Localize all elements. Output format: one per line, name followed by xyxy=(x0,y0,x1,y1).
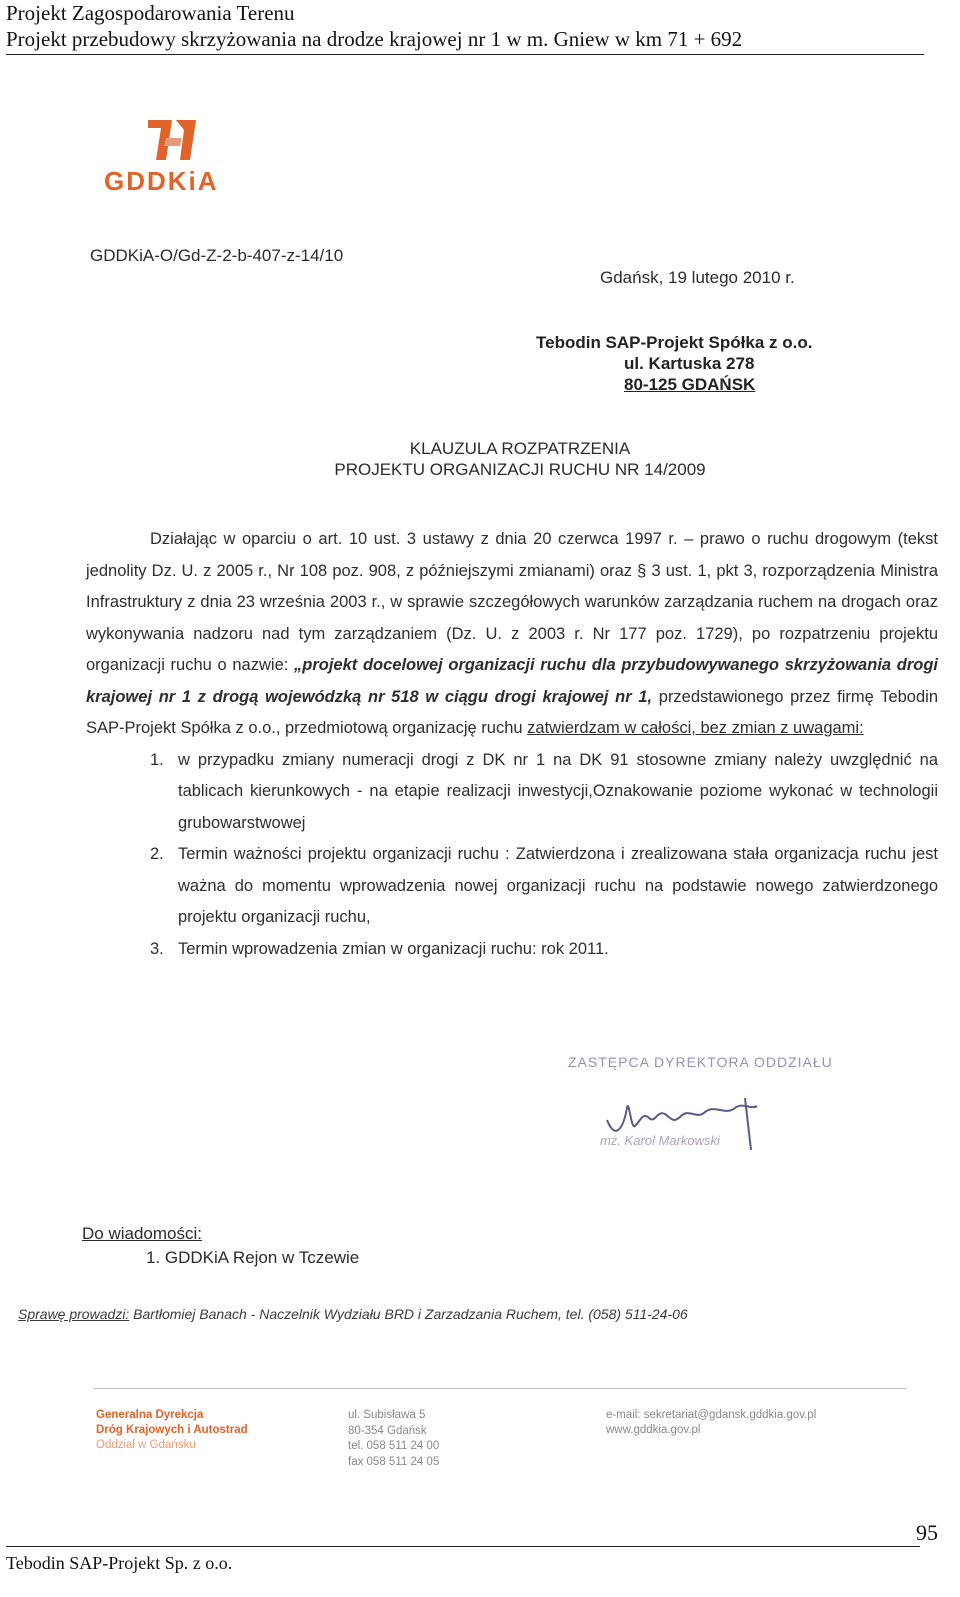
list-item xyxy=(150,745,938,840)
list-item-text: w przypadku zmiany numeracji drogi z DK nr 1 na DK 91 stosowne zmiany należy uwzględnić na tablicach kierunkowych - na etapie realizacji inwestycji,Oznakowanie poziome wykonać w technologii grubowarstwowej xyxy=(178,750,938,832)
address-line-4: fax 058 511 24 05 xyxy=(348,1455,440,1468)
approval-statement: zatwierdzam w całości, bez zmian z uwagami: xyxy=(527,719,864,737)
list-item-text: Termin wprowadzenia zmian w organizacji ruchu: rok 2011. xyxy=(178,939,609,958)
letter-footer-contact xyxy=(606,1408,816,1438)
recipient-city: 80-125 GDAŃSK xyxy=(624,375,756,394)
recipient-name: Tebodin SAP-Projekt Spółka z o.o. xyxy=(536,333,813,352)
list-item xyxy=(150,839,938,934)
gddkia-logo xyxy=(104,116,234,196)
list-item-number: 2. xyxy=(150,845,164,863)
project-name: „projekt docelowej organizacji ruchu dla przybudowywanego skrzyżowania drogi krajowej nr 1 z drogą wojewódzką nr 518 w ciągu drogi krajowej nr 1, xyxy=(86,656,939,706)
letter-footer-divider xyxy=(94,1388,906,1389)
address-line-3: tel. 058 511 24 00 xyxy=(348,1440,440,1452)
notice-item: 1. GDDKiA Rejon w Tczewie xyxy=(146,1248,360,1267)
page-header xyxy=(6,0,924,55)
header-line-1: Projekt Zagospodarowania Terenu xyxy=(6,1,295,25)
address-line-2: 80-354 Gdańsk xyxy=(348,1424,427,1437)
body-paragraph xyxy=(86,524,938,745)
contact-email: e-mail: sekretariat@gdansk.gddkia.gov.pl xyxy=(606,1409,817,1421)
handled-by xyxy=(18,1306,688,1322)
official-stamp: ZASTĘPCA DYREKTORA ODDZIAŁU xyxy=(568,1054,833,1070)
body-intro: Działając w oparciu o art. 10 ust. 3 ustawy z dnia 20 czerwca 1997 r. – prawo o ruchu drogowym (tekst jednolity Dz. U. z 2005 r., Nr 108 poz. 908, z późniejszymi zmianami) oraz § 3 ust. 1, pkt 3, rozporządzenia Ministra Infrastruktury z dnia 23 września 2003 r., w sprawie szczegółowych warunków zarządzania ruchem na drogach oraz wykonywania nadzoru nad tym zarządzaniem (Dz. U. z 2003 r. Nr 177 poz. 1729), po rozpatrzeniu projektu organizacji ruchu o nazwie: xyxy=(86,530,938,674)
org-line-1: Generalna Dyrekcja xyxy=(96,1409,204,1421)
org-line-3: Oddział w Gdańsku xyxy=(96,1439,196,1451)
page-number: 95 xyxy=(916,1520,938,1545)
remarks-list xyxy=(86,745,938,966)
letter-title xyxy=(310,438,730,480)
notice-title: Do wiadomości: xyxy=(82,1224,202,1243)
header-line-2: Projekt przebudowy skrzyżowania na drodze krajowej nr 1 w m. Gniew w km 71 + 692 xyxy=(6,27,743,51)
list-item-number: 1. xyxy=(150,750,164,769)
body-mid: przedstawionego przez firmę Tebodin SAP-Projekt Spółka z o.o., przedmiotową organizację ruchu xyxy=(86,687,938,737)
handwritten-signature xyxy=(605,1090,785,1160)
signatory-name: mż. Karol Markowski xyxy=(600,1133,720,1148)
reference-number: GDDKiA-O/Gd-Z-2-b-407-z-14/10 xyxy=(90,246,344,265)
recipient-street: ul. Kartuska 278 xyxy=(624,354,755,373)
title-line-1: KLAUZULA ROZPATRZENIA xyxy=(409,439,631,458)
letter-body xyxy=(86,524,938,965)
handled-by-text: Bartłomiej Banach - Naczelnik Wydziału BRD i Zarzadzania Ruchem, tel. (058) 511-24-06 xyxy=(129,1306,688,1322)
footer-company: Tebodin SAP-Projekt Sp. z o.o. xyxy=(6,1553,233,1573)
handled-by-label: Sprawę prowadzi: xyxy=(18,1306,130,1322)
list-item-number: 3. xyxy=(150,939,164,958)
list-item-text: Termin ważności projektu organizacji ruchu : Zatwierdzona i zrealizowana stała organizacja ruchu jest ważna do momentu wprowadzenia nowej organizacji ruchu na podstawie nowego zatwierdzonego projektu organizacji ruchu, xyxy=(178,845,938,926)
address-line-1: ul. Subisława 5 xyxy=(348,1409,426,1421)
letter-footer-address xyxy=(348,1408,439,1470)
letter-footer-org xyxy=(96,1408,248,1453)
title-line-2: PROJEKTU ORGANIZACJI RUCHU NR 14/2009 xyxy=(334,460,706,479)
contact-website: www.gddkia.gov.pl xyxy=(606,1424,701,1436)
letter-date: Gdańsk, 19 lutego 2010 r. xyxy=(600,268,795,287)
org-line-2: Dróg Krajowych i Autostrad xyxy=(96,1424,248,1436)
logo-text: GDDKiA xyxy=(104,166,219,196)
page-footer xyxy=(6,1546,920,1573)
recipient-address xyxy=(536,332,812,395)
list-item xyxy=(150,934,938,966)
gddkia-logo-mark xyxy=(142,116,198,164)
